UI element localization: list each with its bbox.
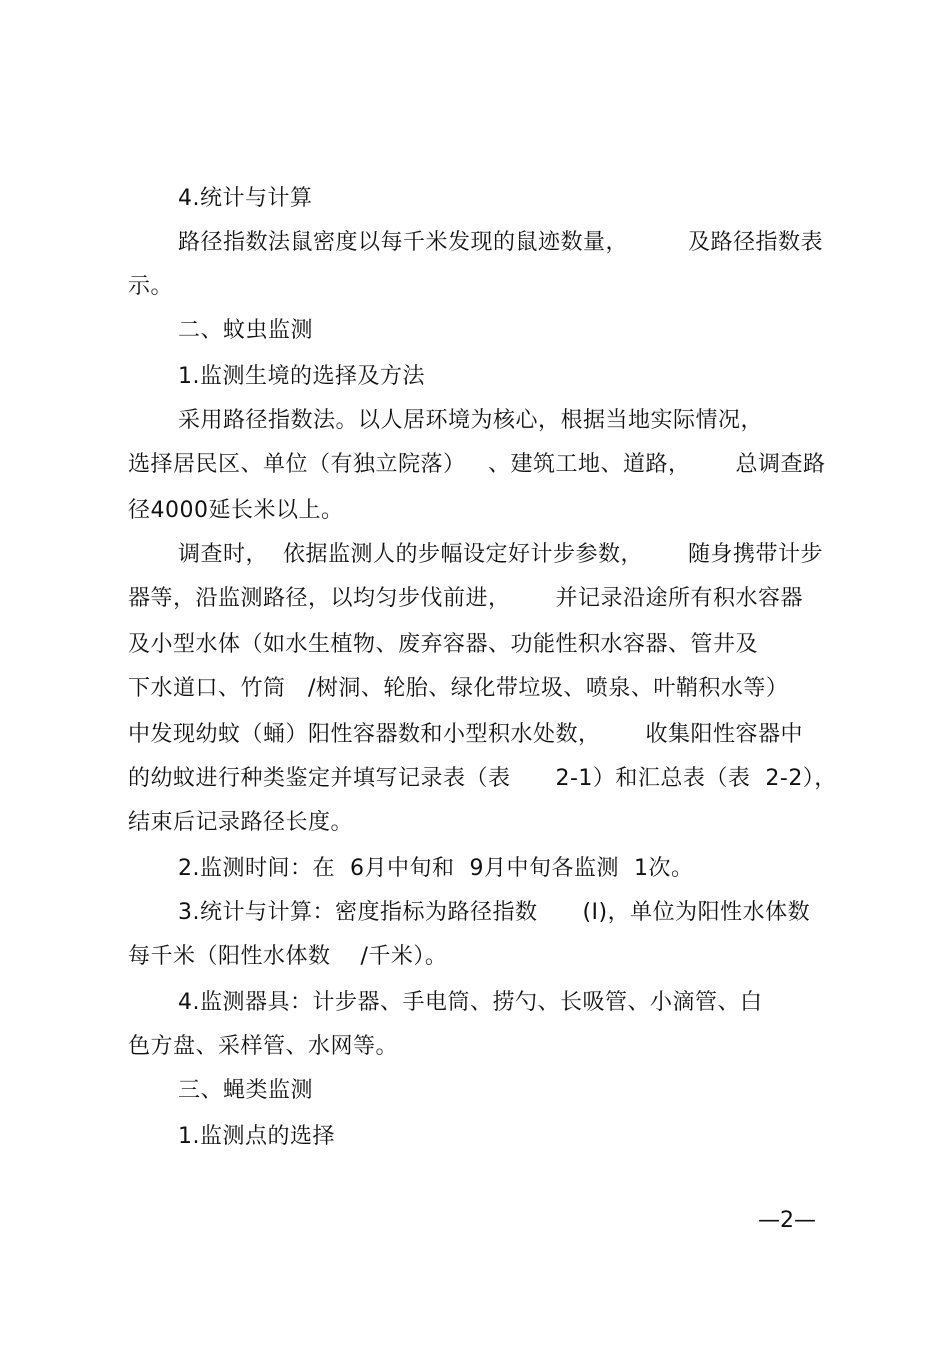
section-heading-fly: 三、蝇类监测 [178,1078,314,1103]
paragraph-line: 色方盘、采样管、水网等。 [128,1034,399,1059]
paragraph-line: 结束后记录路径长度。 [128,810,354,835]
paragraph-line: 径4000延长米以上。 [128,498,344,523]
paragraph-line: 示。 [128,274,174,299]
monitoring-time-line: 2.监测时间：在 6月中旬和 9月中旬各监测 1次。 [178,856,694,881]
subheading-point-selection: 1.监测点的选择 [178,1124,335,1149]
paragraph-line: 中发现幼蚊（蛹）阳性容器数和小型积水处数， 收集阳性容器中 [128,722,803,747]
paragraph-line: 3.统计与计算：密度指标为路径指数 (I)，单位为阳性水体数 [178,900,811,925]
paragraph-line: 下水道口、竹筒 /树洞、轮胎、绿化带垃圾、喷泉、叶鞘积水等） [128,676,789,701]
paragraph-line: 的幼蚊进行种类鉴定并填写记录表（表 2-1）和汇总表（表 2-2）， [128,766,837,791]
section-heading-mosquito: 二、蚊虫监测 [178,318,314,343]
paragraph-line: 选择居民区、单位（有独立院落） 、建筑工地、道路， 总调查路 [128,452,826,477]
page-number: —2— [758,1208,816,1233]
paragraph-line: 及小型水体（如水生植物、废弃容器、功能性积水容器、管井及 [128,632,759,657]
subheading-habitat-method: 1.监测生境的选择及方法 [178,364,425,389]
paragraph-line: 每千米（阳性水体数 /千米）。 [128,944,448,969]
paragraph-line: 采用路径指数法。以人居环境为核心，根据当地实际情况， [178,408,764,433]
paragraph-line: 调查时， 依据监测人的步幅设定好计步参数， 随身携带计步 [178,542,823,567]
paragraph-line: 4.监测器具：计步器、手电筒、捞勺、长吸管、小滴管、白 [178,990,763,1015]
paragraph-line: 路径指数法鼠密度以每千米发现的鼠迹数量， 及路径指数表 [178,230,823,255]
heading-statistics-calculation: 4.统计与计算 [178,186,313,211]
paragraph-line: 器等，沿监测路径，以均匀步伐前进， 并记录沿途所有积水容器 [128,586,803,611]
